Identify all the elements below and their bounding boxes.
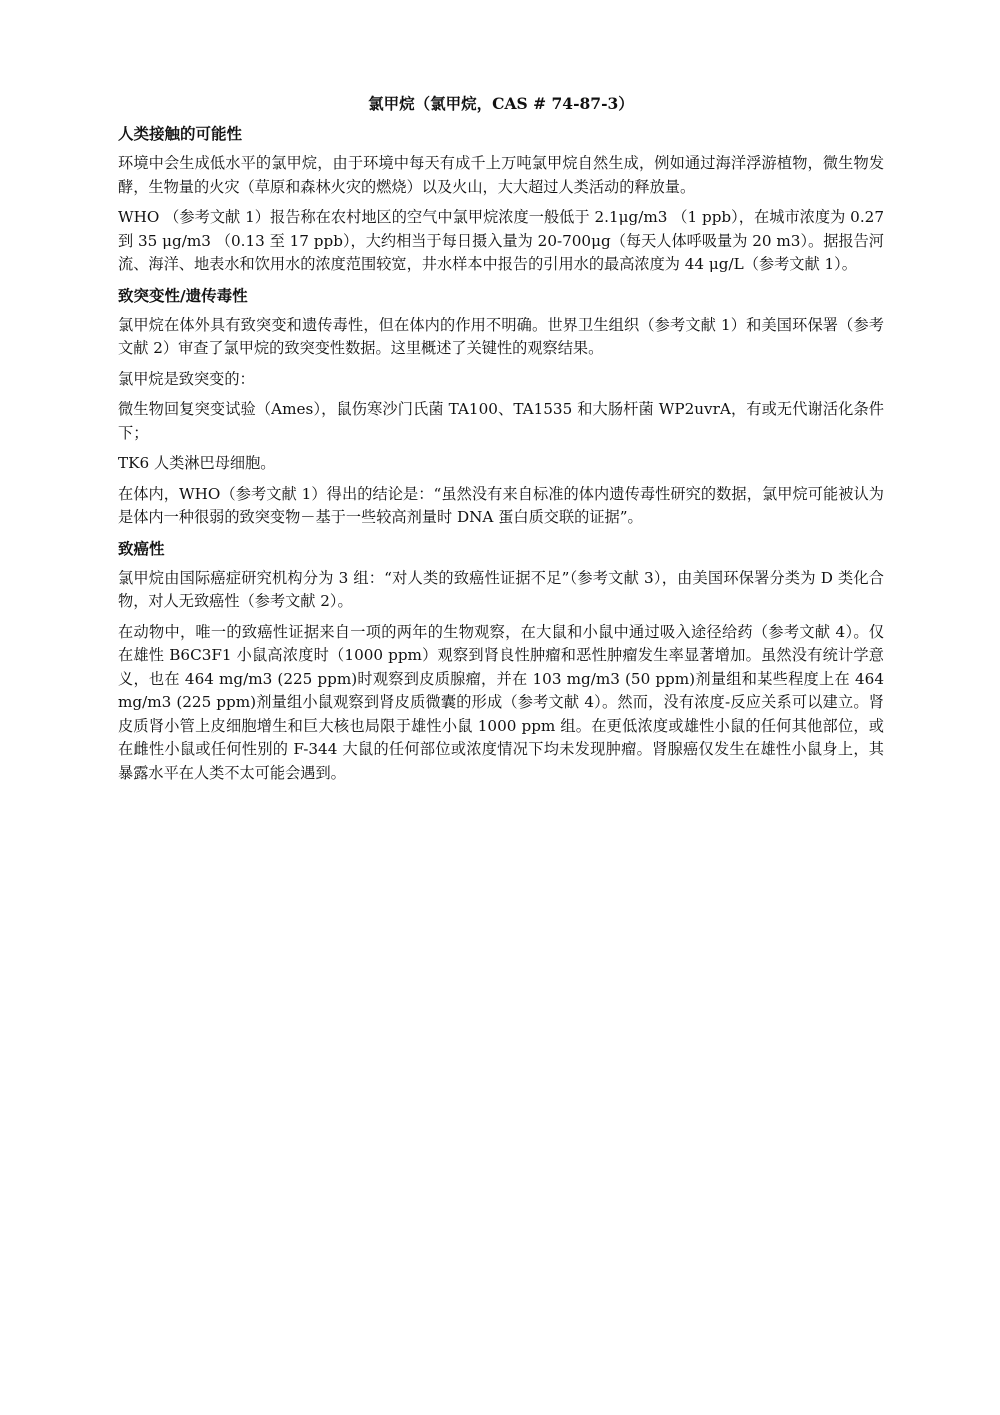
section-human-exposure: [118, 122, 884, 277]
document-title: 氯甲烷（氯甲烷，CAS # 74-87-3）: [368, 94, 634, 113]
section-mutagenicity: [118, 284, 884, 530]
paragraph: 微生物回复突变试验（Ames），鼠伤寒沙门氏菌 TA100、TA1535 和大肠杆菌 WP2uvrA，有或无代谢活化条件下；: [118, 400, 884, 442]
section-carcinogenicity: [118, 537, 884, 786]
paragraph: 在体内，WHO（参考文献 1）得出的结论是：“虽然没有来自标准的体内遗传毒性研究的数据，氯甲烷可能被认为是体内一种很弱的致突变物－基于一些较高剂量时 DNA 蛋白质交联的证据”。: [118, 484, 884, 526]
paragraph: 氯甲烷是致突变的：: [118, 369, 255, 388]
section-heading: 致突变性/遗传毒性: [118, 286, 248, 305]
paragraph: 环境中会生成低水平的氯甲烷，由于环境中每天有成千上万吨氯甲烷自然生成，例如通过海洋浮游植物，微生物发酵，生物量的火灾（草原和森林火灾的燃烧）以及火山，大大超过人类活动的释放量。: [118, 154, 884, 196]
paragraph: 在动物中，唯一的致癌性证据来自一项的两年的生物观察，在大鼠和小鼠中通过吸入途径给药（参考文献 4）。仅在雄性 B6C3F1 小鼠高浓度时（1000 ppm）观察到肾良性肿瘤和恶性肿瘤发生率显著增加。虽然没有统计学意义，也在 464 mg/m3 (225 ppm)时观察到皮质腺瘤，并在 103 mg/m3 (50 ppm)剂量组和某些程度上在 464 mg/m3 (225 ppm)剂量组小鼠观察到肾皮质微囊的形成（参考文献 4）。然而，没有浓度-反应关系可以建立。肾皮质肾小管上皮细胞增生和巨大核也局限于雄性小鼠 1000 ppm 组。在更低浓度或雄性小鼠的任何其他部位，或在雌性小鼠或任何性别的 F-344 大鼠的任何部位或浓度情况下均未发现肿瘤。肾腺癌仅发生在雄性小鼠身上，其暴露水平在人类不太可能会遇到。: [118, 622, 884, 782]
section-heading: 致癌性: [118, 539, 165, 558]
paragraph: 氯甲烷由国际癌症研究机构分为 3 组：“对人类的致癌性证据不足”（参考文献 3），由美国环保署分类为 D 类化合物，对人无致癌性（参考文献 2）。: [118, 568, 884, 610]
document-page: [118, 92, 884, 792]
paragraph: WHO （参考文献 1）报告称在农村地区的空气中氯甲烷浓度一般低于 2.1μg/m3 （1 ppb），在城市浓度为 0.27 到 35 μg/m3 （0.13 至 17 ppb），大约相当于每日摄入量为 20-700μg（每天人体呼吸量为 20 m3）。据报告河流、海洋、地表水和饮用水的浓度范围较宽，井水样本中报告的引用水的最高浓度为 44 μg/L（参考文献 1）。: [118, 208, 884, 273]
paragraph: TK6 人类淋巴母细胞。: [118, 454, 276, 472]
section-heading: 人类接触的可能性: [118, 125, 243, 143]
paragraph: 氯甲烷在体外具有致突变和遗传毒性，但在体内的作用不明确。世界卫生组织（参考文献 1）和美国环保署（参考文献 2）审查了氯甲烷的致突变性数据。这里概述了关键性的观察结果。: [118, 315, 884, 357]
